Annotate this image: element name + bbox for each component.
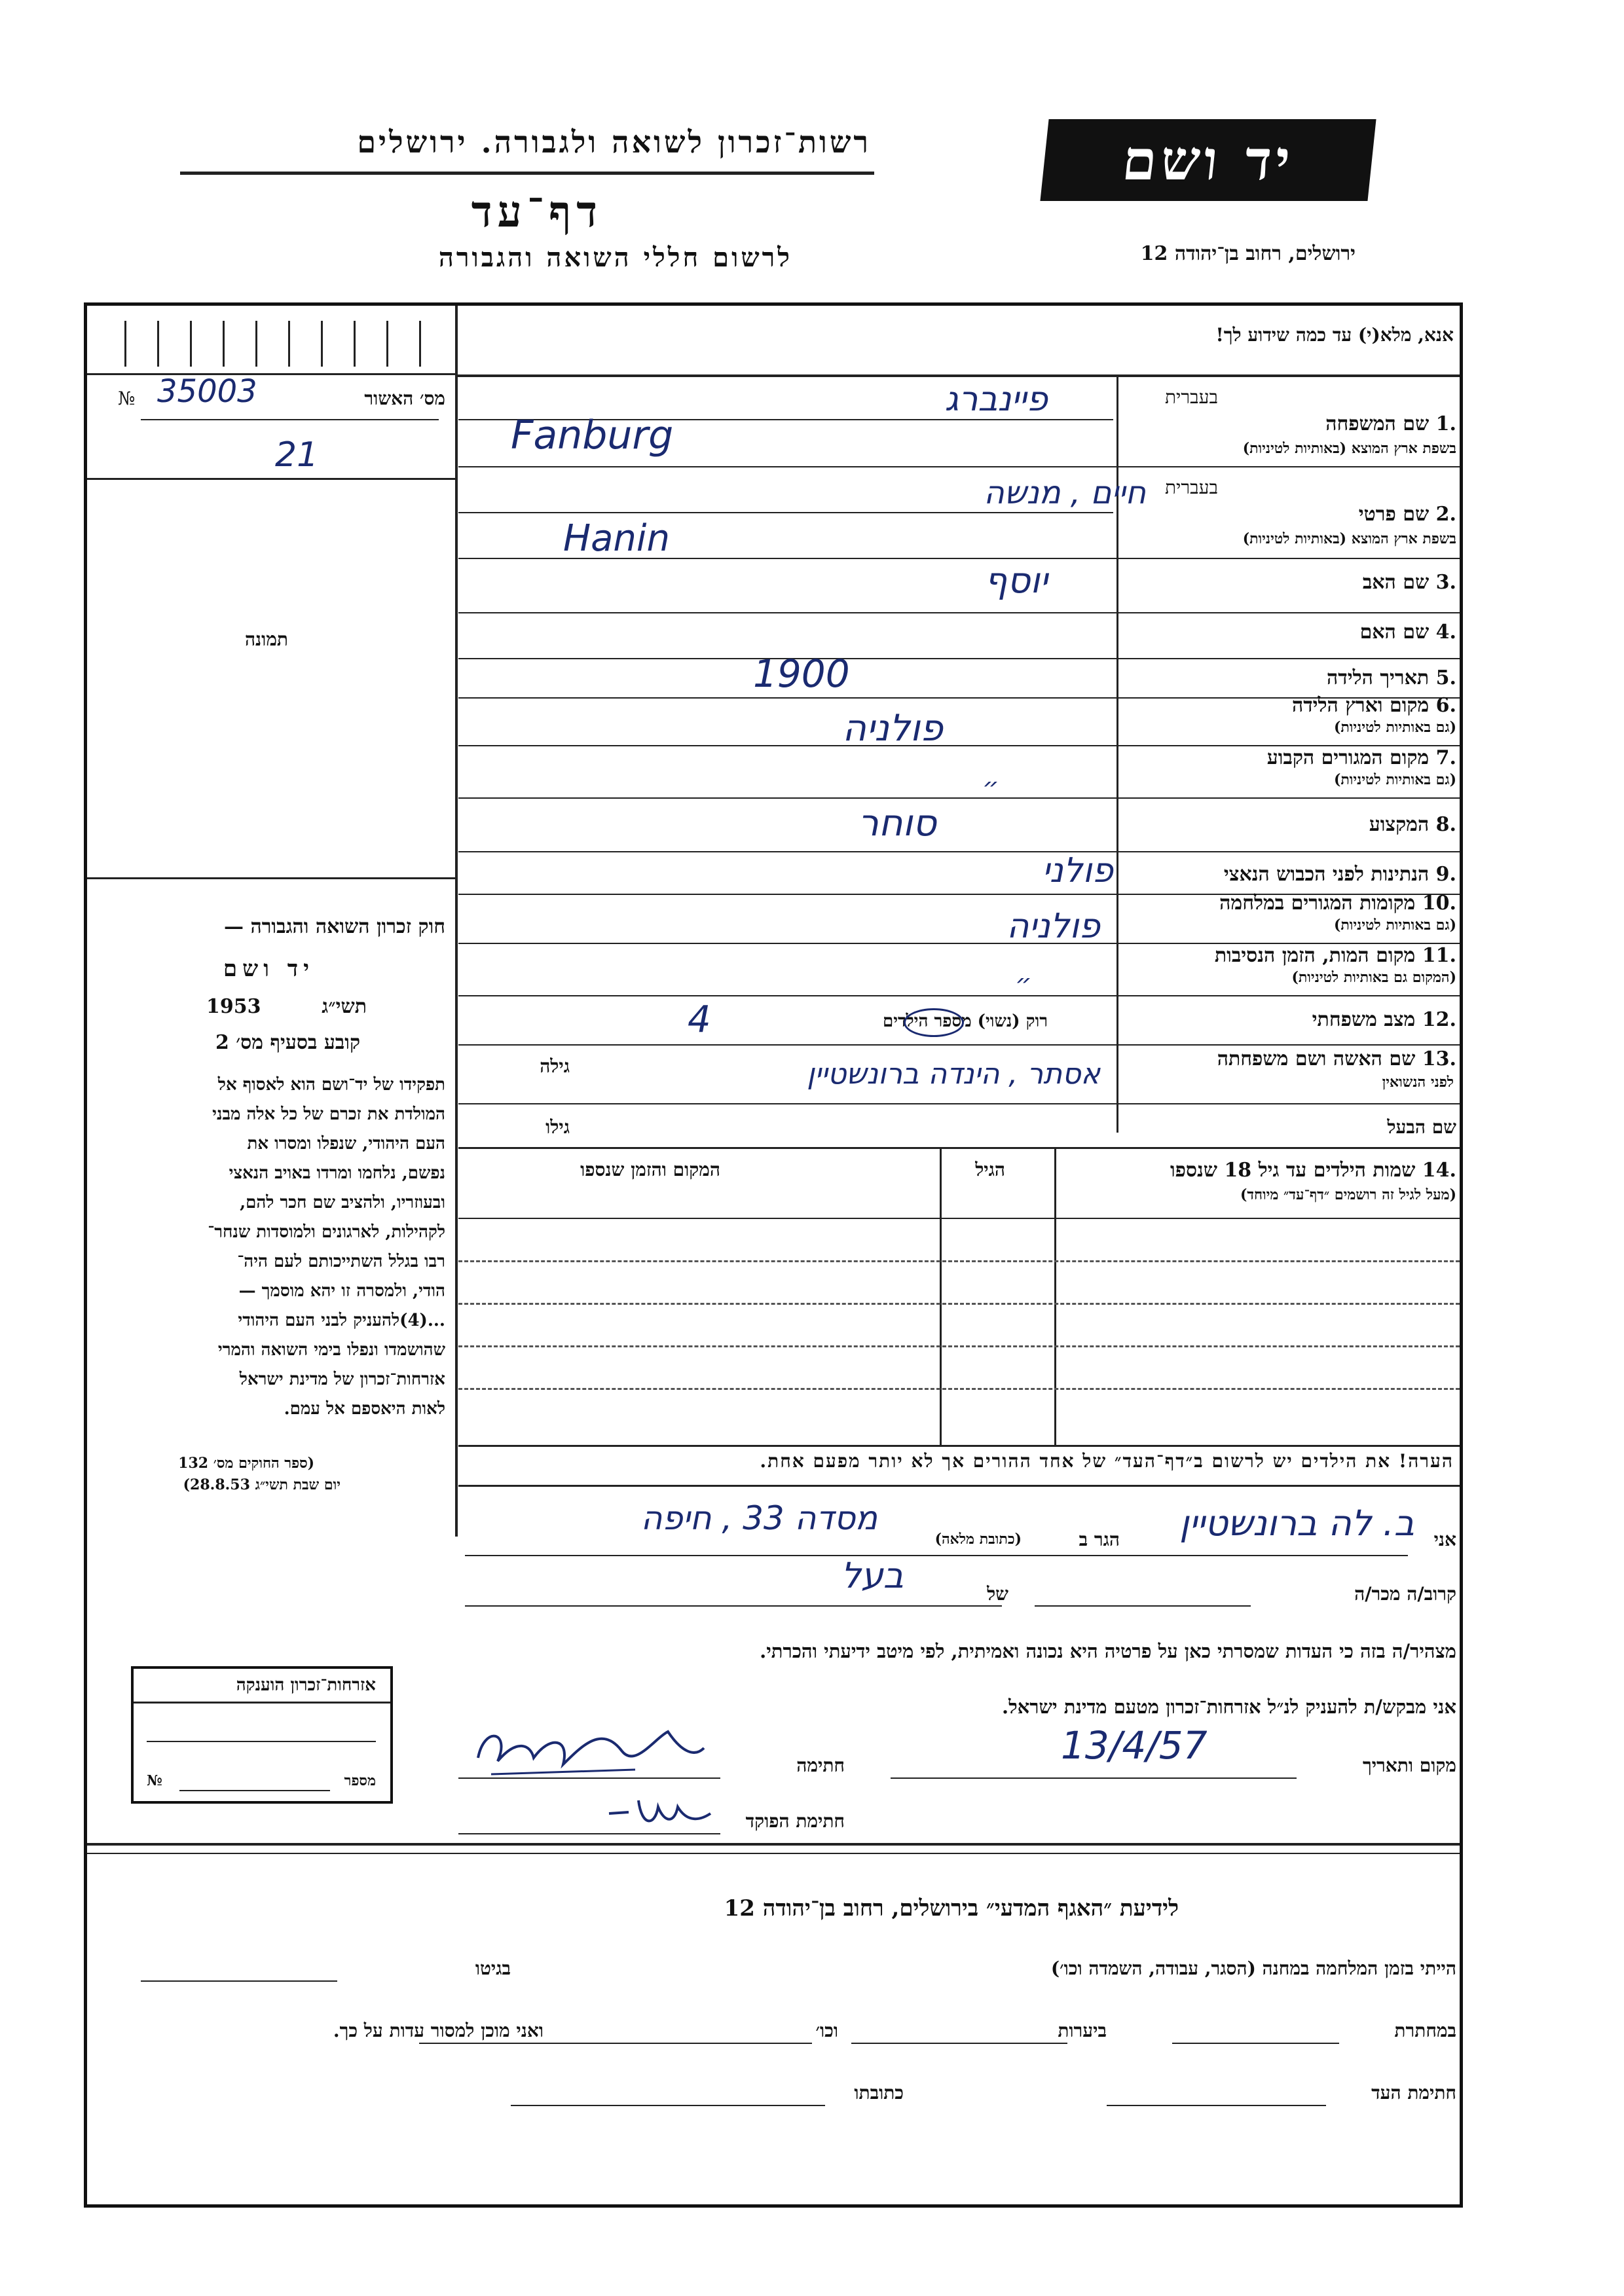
field-12-label: .12 מצב משפחתי [1312,1008,1456,1031]
field-1-hebrew-value: פיינברג [944,380,1048,419]
field-1-sub: בשפת ארץ המוצא (באותיות לטיניות) [1242,440,1456,457]
field-13-value: אסתר , הינדה ברונשטיין [807,1057,1100,1091]
request-text: אני מבקש/ת להעניק לנ״ל אזרחות־זכרון מטעם מדינת ישראל. [1002,1696,1456,1718]
field-11-sub: (המקום גם באותיות לטיניות) [1291,969,1456,986]
note-text: הערה! את הילדים יש לרשום ב״דף־העד״ של אחד ההורים אך לא יותר מפעם אחת. [760,1450,1454,1472]
form-subtitle: לרשום חללי השואה והגבורה [438,242,792,273]
field-7-value: ״ [982,773,999,803]
law-clause: קובע בסעיף מס׳ 2 [215,1031,360,1054]
certificate-box [131,1666,393,1804]
field-2-latin-value: Hanin [563,517,670,560]
relation-of: של [987,1583,1008,1605]
approval-label: מס׳ האשור [364,388,445,409]
field-3-label: .3 שם האב [1362,571,1456,594]
law-line: ובעוזריו, ולהציב שם חכר להם, [240,1193,445,1212]
law-body [208,1070,445,1424]
field-8-value: סוחר [858,802,936,845]
field-14-sub: (מעל לגיל זה רושמים ״דף־עד״ מיוחד) [1240,1186,1456,1203]
field-4-label: .4 שם האם [1359,621,1456,644]
married-circle [904,1008,964,1037]
law-line: לאות היאספם אל עמם. [284,1399,445,1419]
law-line: העם היהודי, שנפלו ומסרו את [247,1134,445,1154]
law-line: לקהילות, לארגונים ולמוסדות שנחר־ [208,1222,445,1242]
field-13-label: .13 שם האשה ושם משפחתה [1217,1048,1456,1070]
declarant-signature [471,1712,707,1784]
witness-address-label: כתובתו [854,2082,904,2104]
bottom-line1: הייתי בזמן המלחמה במחנה (הסגר, עבודה, השמדה וכו׳) [1050,1958,1456,1979]
field-1-latin-value: Fanburg [511,412,674,458]
yad-vashem-logo [1040,119,1376,201]
form-name: דף־עד [471,186,602,237]
field-6-value: פולניה [842,707,943,750]
authority-title: רשות־זכרון לשואה ולגבורה. ירושלים [357,124,871,160]
field-3-value: יוסף [984,560,1048,601]
law-line: ...(4)להעניק לבני העם היהודי [238,1311,445,1330]
field-13-age-label: גילה [540,1055,570,1077]
field-7-label: .7 מקום המגורים הקבוע [1266,746,1456,769]
law-name: יד ושם [223,956,314,982]
signature-label: חתימה [796,1755,845,1776]
field-8-label: .8 המקצוע [1369,813,1456,836]
certificate-number-label: מספר [344,1772,376,1789]
law-line: הודי, ולמסרה זו יהא מוסמך — [238,1281,445,1301]
intro-text: אנא, מלא(י) עד כמה שידוע לך! [1215,324,1454,346]
field-14-label: .14 שמות הילדים עד גיל 18 שנספו [1170,1159,1456,1182]
declaration-date: 13/4/57 [1061,1723,1208,1768]
law-title: חוק זכרון השואה והגבורה — [224,915,445,938]
law-year: 1953 [206,995,261,1018]
field-2-sub: בשפת ארץ המוצא (באותיות לטיניות) [1242,530,1456,547]
in-hebrew-1: בעברית [1164,386,1218,408]
field-10-label: .10 מקומות המגורים במלחמה [1219,892,1456,915]
in-hebrew-2: בעברית [1164,477,1218,498]
certificate-label: אזרחות־זכרון הוענקה [236,1675,376,1695]
bottom-ghetto: בגיטו [475,1958,511,1979]
declare-text: מצהיר/ה בזה כי העדות שמסרתי כאן על פרטיה היא נכונה ואמיתית, לפי מיטב ידיעתי והכרתי. [760,1640,1456,1662]
relation-label: קרוב/ה מכר/ה [1354,1583,1456,1605]
field-13-sub: לפני הנשואין [1382,1074,1454,1091]
field-5-label: .5 תאריך הלידה [1327,666,1456,689]
relation-value: בעל [841,1555,904,1596]
law-footnote-2: יום שבת תשי״ג 28.8.53) [183,1476,341,1493]
field-7-sub: (גם באותיות לטיניות) [1333,771,1456,788]
field-1-label: .1 שם המשפחה [1325,412,1456,435]
field-12-value: 4 [688,998,711,1041]
logo-text: יד ושם [1119,127,1297,192]
field-12-options: רוק (נשוי) מספר הילדים [882,1011,1048,1031]
field-9-label: .9 הנתינות לפני הכבוש הנאצי [1223,863,1456,886]
witness-signature-label: חתימת העד [1371,2082,1456,2104]
law-year-heb: תשי״ג [322,995,367,1018]
children-place-header: המקום והזמן שנספו [580,1159,720,1180]
bottom-hiding: במחתרת [1394,2020,1456,2041]
declarant-residing: הגר ב [1079,1529,1120,1550]
law-line: תפקידו של יד־ושם הוא לאסוף אל [217,1075,445,1095]
certificate-no-symbol: № [147,1772,162,1789]
law-line: רבו בגלל השתייכותם לעם היה־ [237,1252,445,1271]
field-11-label: .11 מקום המות, הזמן הנסיבות [1214,944,1456,967]
children-age-header: הגיל [975,1159,1005,1180]
law-line: אזרחות־זכרון של מדינת ישראל [239,1370,445,1389]
law-line: המולדת את זכרם של כל אלה מבני [212,1104,445,1124]
field-2-label: .2 שם פרטי [1358,503,1456,526]
approval-number: 35003 [157,373,257,410]
field-6-label: .6 מקום וארץ הלידה [1291,694,1456,717]
law-line: נפשם, נלחמו ומרדו באויב הנאצי [229,1163,445,1183]
field-11-value: ״ [1015,969,1032,999]
declarant-name: ב. לה ברונשטיין [1179,1503,1414,1544]
officer-label: חתימת הפוקד [745,1810,845,1832]
bottom-forests: ביערות [1058,2020,1107,2041]
approval-sub: 21 [275,435,319,475]
field-10-sub: (גם באותיות לטיניות) [1333,917,1456,934]
field-2-hebrew-value: חיים , מנשה [984,475,1146,511]
field-5-value: 1900 [753,651,850,696]
officer-signature [602,1787,720,1836]
law-line: שהושמדו ונפלו בימי השואה והמרי [217,1340,445,1360]
bottom-ready: ואני מוכן למסור עדות על כך. [333,2020,544,2041]
approval-no-symbol: № [118,388,136,409]
declarant-address-label: (כתובת מלאה) [934,1531,1022,1548]
bottom-etc: וכו׳ [815,2020,838,2041]
place-date-label: מקום ותאריך [1362,1755,1456,1776]
bottom-title: לידיעת ״האגף המדעי״ בירושלים, רחוב בן־יהודה 12 [724,1895,1179,1922]
declarant-ani: אני [1433,1529,1456,1550]
field-10-value: פולניה [1006,907,1100,946]
husband-age-label: גילו [545,1116,570,1138]
declarant-address: מסדה 33 , חיפה [640,1499,877,1537]
photo-label: תמונה [244,629,288,650]
field-6-sub: (גם באותיות לטיניות) [1333,719,1456,736]
field-9-value: פולני [1042,851,1113,890]
husband-label: שם הבעל [1387,1116,1456,1138]
law-footnote-1: (ספר החוקים מס׳ 132 [178,1455,314,1472]
header-address: ירושלים, רחוב בן־יהודה 12 [1140,242,1356,265]
